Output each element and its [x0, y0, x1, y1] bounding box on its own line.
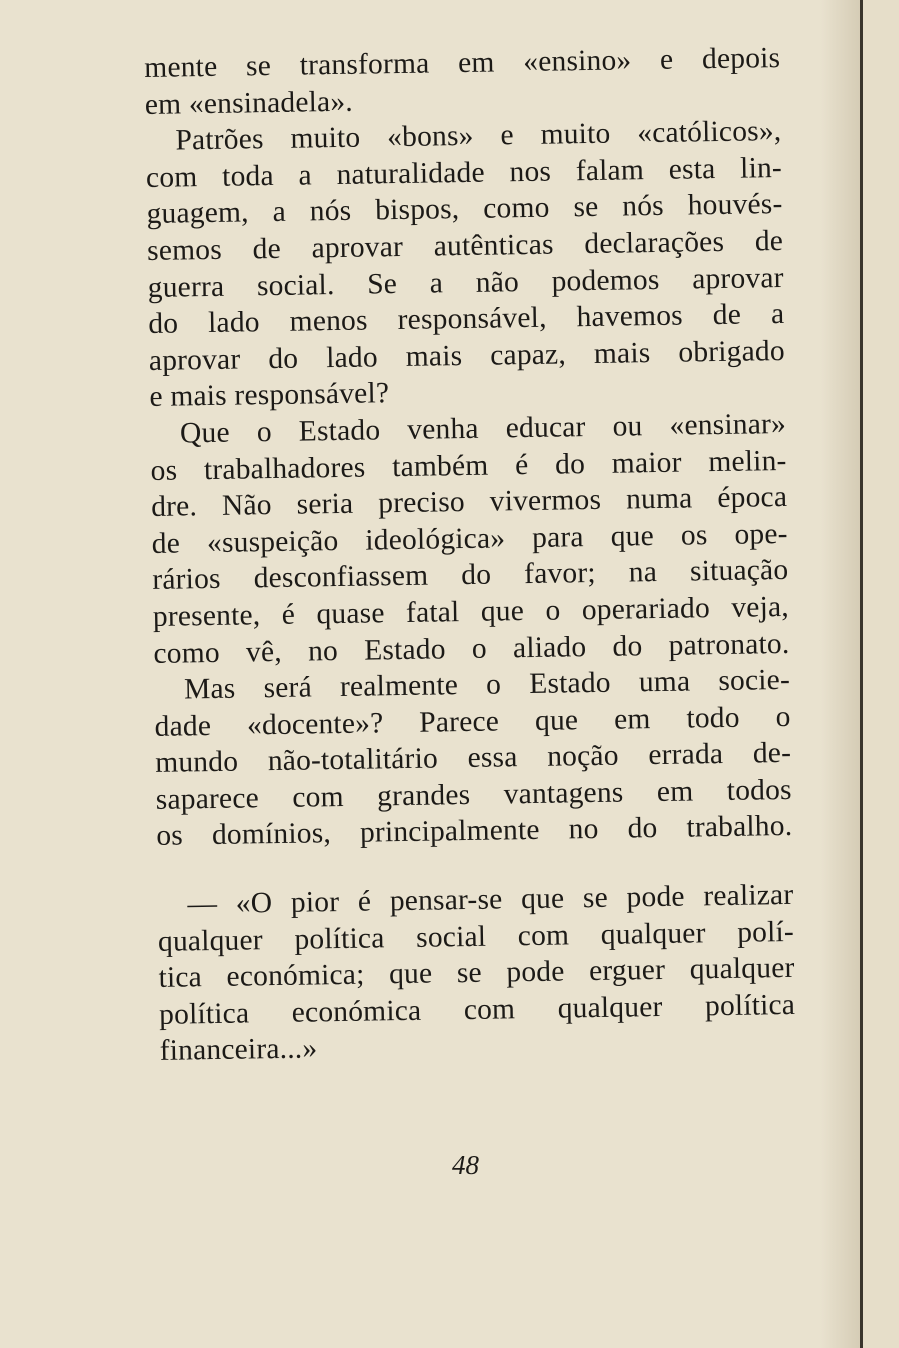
page-edge-shadow	[820, 0, 860, 1348]
text-line: guerra social. Se a não podemos aprovar	[147, 261, 784, 304]
text-line: rários desconfiassem do favor; na situação	[152, 554, 789, 597]
text-line: presente, é quase fatal que o operariado veja,	[152, 590, 790, 633]
text-line: mente se transforma em «ensino» e depois	[144, 42, 781, 84]
text-line: dade «docente»? Parece que em todo o	[154, 700, 791, 743]
text-line: Mas será realmente o Estado uma socie-	[183, 664, 791, 706]
text-line: Patrões muito «bons» e muito «católicos»,	[175, 115, 782, 157]
text-line: qualquer política social com qualquer polí-	[157, 915, 795, 958]
text-line: de «suspeição ideológica» para que os ope-	[151, 517, 788, 560]
text-line: do lado menos responsável, havemos de a	[148, 298, 785, 341]
text-line: em «ensinadela».	[144, 85, 354, 121]
text-line: guagem, a nós bispos, como se nós houvés-	[146, 188, 783, 231]
text-line: com toda a naturalidade nos falam esta lin-	[145, 151, 783, 194]
text-line: tica económica; que se pode erguer qualquer	[158, 952, 795, 995]
text-line: Que o Estado venha educar ou «ensinar»	[179, 407, 787, 450]
page-number: 48	[452, 1150, 479, 1180]
text-line: dre. Não seria preciso vivermos numa época	[150, 481, 788, 524]
text-line: e mais responsável?	[149, 377, 390, 414]
text-line: — «O pior é pensar-se que se pode realizar	[187, 878, 794, 921]
text-line: como vê, no Estado o aliado do patronato.	[153, 627, 790, 670]
body-text	[144, 40, 796, 1070]
text-line: os trabalhadores também é do maior melin-	[150, 444, 787, 487]
text-line: os domínios, principalmente no do trabalho.	[156, 810, 793, 853]
text-line: financeira...»	[159, 1032, 318, 1068]
text-line: política económica com qualquer política	[158, 988, 796, 1031]
text-line: saparece com grandes vantagens em todos	[155, 773, 792, 816]
text-line: semos de aprovar autênticas declarações de	[146, 224, 784, 267]
outer-margin	[863, 0, 899, 1348]
page-edge	[860, 0, 863, 1348]
text-line: aprovar do lado mais capaz, mais obrigado	[148, 334, 786, 377]
text-line: mundo não-totalitário essa noção errada de-	[154, 737, 792, 780]
